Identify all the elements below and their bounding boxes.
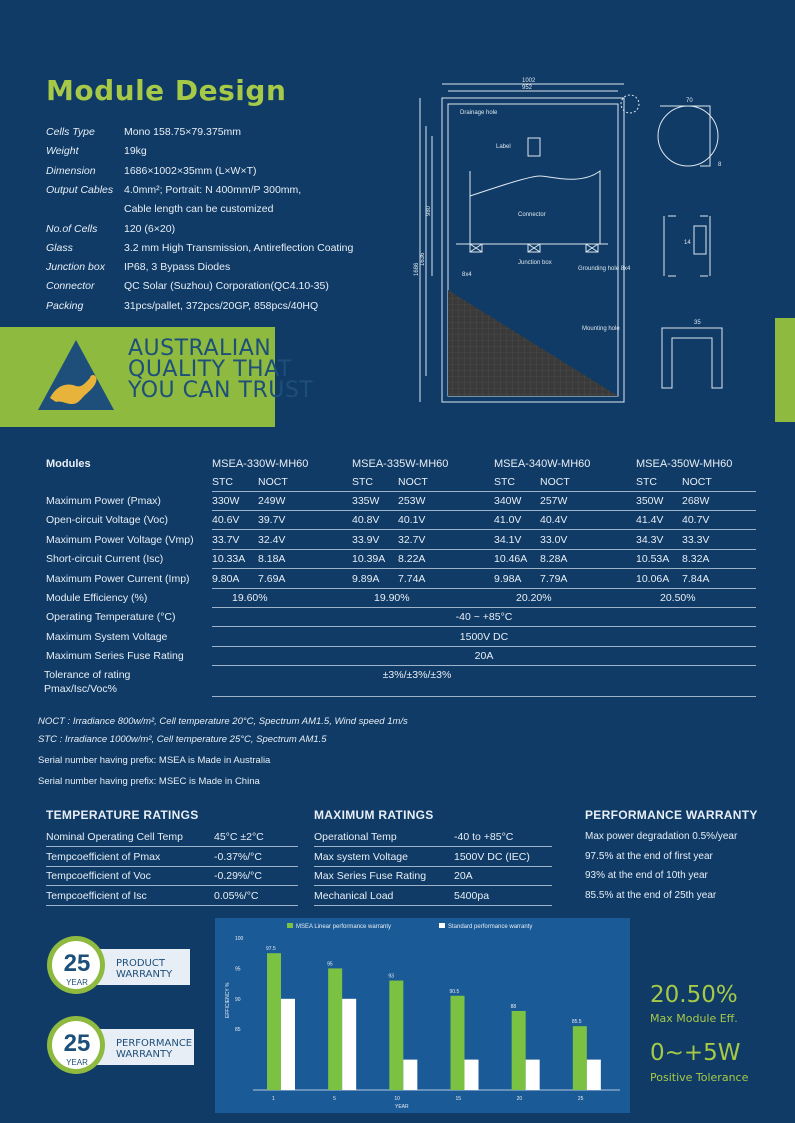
positive-tolerance-value: 0~+5W (650, 1040, 741, 1066)
bar-msea (573, 1026, 587, 1090)
shared-value: 20A (474, 650, 494, 663)
maximum-row (314, 848, 552, 867)
sub-header: NOCT (682, 476, 712, 488)
performance-row: Max power degradation 0.5%/year (585, 831, 738, 842)
spec-key: Packing (46, 299, 84, 312)
cell-value: 32.7V (398, 533, 426, 546)
cell-value: 33.7V (212, 533, 240, 546)
banner-line-1: AUSTRALIAN (128, 336, 272, 361)
cell-value: 350W (636, 495, 664, 507)
sub-header: STC (494, 476, 515, 488)
bar-standard (403, 1060, 417, 1090)
x-tick-label: 20 (516, 1096, 523, 1102)
spec-key: Output Cables (46, 183, 114, 196)
temperature-key: Nominal Operating Cell Temp (46, 831, 183, 843)
cell-value: 33.9V (352, 533, 380, 546)
spec-row (46, 242, 406, 261)
spec-key: Junction box (46, 261, 105, 274)
note-msea: Serial number having prefix: MSEA is Made in Australia (38, 755, 271, 766)
efficiency-value: 19.60% (232, 592, 268, 604)
label-drainage-hole: Drainage hole (460, 110, 498, 116)
badge-2-year: YEAR (66, 1058, 88, 1067)
data-label: 88 (510, 1003, 517, 1010)
cell-value: 7.79A (540, 572, 568, 585)
spec-row (46, 261, 406, 280)
spec-value: IP68, 3 Bypass Diodes (124, 261, 231, 274)
detail-dim-35: 35 (694, 320, 701, 326)
cell-value: 335W (352, 495, 380, 507)
shared-value: 1500V DC (459, 630, 509, 643)
row-label: Module Efficiency (%) (46, 592, 148, 604)
cell-value: 257W (540, 495, 568, 507)
temperature-key: Tempcoefficient of Isc (46, 889, 147, 902)
y-tick-label: 85 (235, 1027, 241, 1034)
tolerance-label-2: Pmax/Isc/Voc% (44, 682, 117, 695)
shared-row (46, 608, 756, 627)
cell-value: 8.22A (398, 553, 426, 566)
shared-value: -40 ~ +85°C (455, 611, 513, 624)
spec-value: QC Solar (Suzhou) Corporation(QC4.10-35) (124, 280, 329, 293)
cell-value: 7.84A (682, 572, 710, 585)
detail-dim-14: 14 (684, 240, 691, 246)
cell-value: 34.3V (636, 533, 664, 546)
banner-text (128, 338, 313, 401)
y-tick-label: 95 (235, 966, 241, 973)
cell-value: 9.80A (212, 572, 240, 585)
legend-swatch (287, 923, 293, 928)
sub-header: STC (636, 476, 657, 488)
max-module-eff-value: 20.50% (650, 982, 738, 1008)
tolerance-row (46, 667, 756, 697)
x-tick-label: 25 (577, 1096, 584, 1102)
model-name: MSEA-330W-MH60 (212, 458, 309, 470)
cell-value: 40.7V (682, 514, 710, 527)
badge-1-line-2: WARRANTY (116, 969, 173, 980)
stc-noct-row (46, 473, 756, 492)
bar-standard (587, 1060, 601, 1090)
maximum-ratings-title: MAXIMUM RATINGS (314, 808, 434, 822)
dim-length-outer: 1686 (414, 262, 420, 276)
spec-key: Connector (46, 280, 95, 293)
temperature-value: -0.37%/°C (214, 850, 262, 863)
table-row (46, 531, 756, 550)
row-divider (314, 905, 552, 906)
maximum-value: 20A (454, 870, 473, 882)
page-title: Module Design (46, 74, 287, 107)
spec-row (46, 126, 406, 145)
data-label: 95 (327, 961, 333, 968)
table-row (46, 550, 756, 569)
detail-dim-8: 8 (718, 162, 722, 168)
cell-value: 10.33A (212, 553, 246, 566)
banner-line-2: QUALITY THAT (128, 357, 292, 382)
x-tick-label: 5 (333, 1096, 336, 1102)
row-label: Maximum Power (Pmax) (46, 495, 161, 507)
table-row (46, 492, 756, 511)
performance-row: 97.5% at the end of first year (585, 850, 713, 862)
cell-value: 249W (258, 495, 286, 507)
table-row (46, 570, 756, 589)
cell-value: 10.06A (636, 572, 670, 585)
performance-row: 85.5% at the end of 25th year (585, 889, 717, 901)
dim-width-inner: 952 (522, 85, 533, 91)
efficiency-value: 20.20% (516, 592, 552, 604)
legend-swatch (439, 923, 445, 928)
label-connector: Connector (518, 212, 546, 218)
maximum-row (314, 828, 552, 847)
cell-value: 40.1V (398, 514, 426, 527)
data-label: 97.5 (266, 946, 276, 953)
spec-key: Glass (46, 241, 73, 254)
spec-row (46, 184, 406, 203)
y-tick-label: 100 (235, 936, 244, 942)
note-stc: STC : Irradiance 1000w/m², Cell temperature 25°C, Spectrum AM1.5 (38, 734, 327, 745)
spec-value: 1686×1002×35mm (L×W×T) (124, 164, 257, 177)
badge-2-number: 25 (63, 1030, 91, 1057)
cell-value: 40.4V (540, 514, 568, 527)
spec-value: 120 (6×20) (124, 222, 176, 235)
detail-dim-70: 70 (686, 98, 693, 104)
cell-value: 32.4V (258, 533, 286, 546)
positive-tolerance-label: Positive Tolerance (650, 1071, 749, 1084)
cell-value: 10.46A (494, 553, 528, 566)
cell-value: 33.0V (540, 533, 568, 546)
model-name: MSEA-350W-MH60 (636, 458, 733, 470)
kangaroo-logo-icon (36, 338, 116, 412)
maximum-row (314, 887, 552, 906)
row-label: Maximum Power Current (Imp) (46, 572, 190, 585)
maximum-value: 5400pa (454, 889, 490, 902)
cell-value: 41.4V (636, 514, 664, 527)
table-row (46, 511, 756, 530)
maximum-key: Max Series Fuse Rating (314, 870, 427, 882)
label-grounding-hole: Grounding hole 8x4 (578, 266, 631, 272)
spec-value: Cable length can be customized (124, 203, 274, 216)
sub-header: STC (212, 476, 233, 488)
performance-row: 93% at the end of 10th year (585, 870, 708, 881)
badge-1-text (116, 958, 172, 980)
spec-value: 4.0mm²; Portrait: N 400mm/P 300mm, (124, 183, 302, 196)
bar-msea (451, 996, 465, 1090)
max-module-eff-label: Max Module Eff. (650, 1012, 738, 1025)
cell-value: 40.6V (212, 514, 240, 527)
performance-warranty-title: PERFORMANCE WARRANTY (585, 808, 758, 822)
spec-value: 3.2 mm High Transmission, Antireflection Coating (124, 241, 354, 254)
row-label: Maximum Power Voltage (Vmp) (46, 533, 194, 546)
badge-1-year: YEAR (66, 978, 88, 987)
maximum-key: Mechanical Load (314, 889, 394, 902)
temperature-ratings-title: TEMPERATURE RATINGS (46, 808, 199, 822)
label-junction-box: Junction box (518, 260, 552, 266)
row-label: Maximum Series Fuse Rating (46, 650, 184, 663)
spec-row (46, 223, 406, 242)
row-label: Short-circuit Current (Isc) (46, 553, 164, 566)
spec-value: 31pcs/pallet, 372pcs/20GP, 858pcs/40HQ (124, 299, 319, 312)
row-divider (46, 905, 298, 906)
spec-key (46, 203, 124, 222)
dim-width-outer: 1002 (522, 78, 536, 84)
maximum-value: 1500V DC (IEC) (454, 850, 530, 863)
cell-value: 330W (212, 495, 240, 507)
spec-row (46, 203, 406, 222)
shared-row (46, 628, 756, 647)
modules-label: Modules (46, 458, 91, 470)
temperature-value: 45°C ±2°C (214, 831, 264, 843)
temperature-value: -0.29%/°C (214, 870, 262, 882)
label-hole-size: 8x4 (462, 272, 472, 278)
bar-msea (389, 981, 403, 1090)
spec-row (46, 145, 406, 164)
x-axis-label: YEAR (395, 1104, 409, 1110)
spec-key: No.of Cells (46, 222, 98, 235)
badge-2-line-1: PERFORMANCE (116, 1038, 193, 1049)
temperature-row (46, 867, 298, 886)
row-label: Operating Temperature (°C) (46, 611, 176, 624)
bar-msea (267, 953, 281, 1090)
bar-standard (465, 1060, 479, 1090)
bar-msea (328, 968, 342, 1090)
temperature-row (46, 828, 298, 847)
badge-2-text (116, 1038, 192, 1060)
cell-value: 9.89A (352, 572, 380, 585)
spec-value: Mono 158.75×79.375mm (124, 126, 242, 138)
data-label: 85.5 (571, 1019, 582, 1026)
cell-value: 8.28A (540, 553, 568, 566)
sub-header: NOCT (398, 476, 428, 488)
row-divider (212, 696, 756, 697)
dim-length-inner: 1636 (420, 252, 426, 266)
y-axis-label: EFFICIENCY % (225, 982, 231, 1018)
tolerance-label-1: Tolerance of rating (44, 668, 131, 681)
efficiency-row (46, 589, 756, 608)
sub-header: NOCT (258, 476, 288, 488)
data-label: 90.5 (449, 988, 460, 995)
maximum-row (314, 867, 552, 886)
badge-2-line-2: WARRANTY (116, 1049, 173, 1060)
shared-row (46, 647, 756, 666)
maximum-value: -40 to +85°C (454, 831, 514, 843)
side-accent-bar (775, 318, 795, 422)
legend-entry: MSEA Linear performance warranty (296, 924, 392, 930)
model-name: MSEA-340W-MH60 (494, 458, 591, 470)
cell-value: 10.53A (636, 553, 670, 566)
module-drawing (410, 76, 775, 411)
spec-row (46, 280, 406, 299)
model-name: MSEA-335W-MH60 (352, 458, 449, 470)
tolerance-value: ±3%/±3%/±3% (382, 668, 452, 681)
maximum-key: Max system Voltage (314, 850, 408, 863)
badge-1-number: 25 (63, 950, 91, 977)
note-noct: NOCT : Irradiance 800w/m², Cell temperature 20°C, Spectrum AM1.5, Wind speed 1m/s (38, 716, 408, 727)
maximum-key: Operational Temp (314, 831, 397, 843)
cell-value: 7.69A (258, 572, 286, 585)
cell-value: 33.3V (682, 533, 710, 546)
spec-value: 19kg (124, 145, 147, 158)
bar-standard (342, 999, 356, 1090)
temperature-key: Tempcoefficient of Pmax (46, 850, 161, 863)
row-label: Open-circuit Voltage (Voc) (46, 514, 168, 527)
banner-line-3: YOU CAN TRUST (128, 378, 314, 403)
x-tick-label: 15 (455, 1096, 462, 1102)
label-mounting-hole: Mounting hole (582, 326, 620, 332)
cell-value: 340W (494, 495, 522, 507)
cell-value: 10.39A (352, 553, 386, 566)
temperature-key: Tempcoefficient of Voc (46, 870, 151, 882)
note-msec: Serial number having prefix: MSEC is Made in China (38, 776, 260, 787)
cell-value: 41.0V (494, 514, 522, 527)
bar-standard (526, 1060, 540, 1090)
spec-row (46, 165, 406, 184)
x-tick-label: 10 (394, 1096, 400, 1102)
bar-msea (512, 1011, 526, 1090)
temperature-row (46, 848, 298, 867)
cell-value: 253W (398, 495, 426, 507)
spec-row (46, 300, 406, 319)
badge-1-line-1: PRODUCT (116, 958, 165, 969)
bar-standard (281, 999, 295, 1090)
x-tick-label: 1 (272, 1096, 275, 1102)
cell-value: 40.8V (352, 514, 380, 527)
y-tick-label: 90 (235, 996, 241, 1003)
dim-mount-spacing: 980 (426, 205, 432, 216)
spec-key: Cells Type (46, 126, 95, 138)
cell-value: 39.7V (258, 514, 286, 527)
sub-header: STC (352, 476, 373, 488)
efficiency-value: 20.50% (660, 592, 696, 604)
row-label: Maximum System Voltage (46, 630, 168, 643)
data-label: 93 (388, 973, 394, 980)
cell-value: 9.98A (494, 572, 522, 585)
cell-value: 268W (682, 495, 710, 507)
cell-value: 34.1V (494, 533, 522, 546)
sub-header: NOCT (540, 476, 570, 488)
spec-key: Weight (46, 145, 79, 158)
cell-value: 8.18A (258, 553, 286, 566)
cell-value: 8.32A (682, 553, 710, 566)
spec-key: Dimension (46, 164, 96, 177)
legend-entry: Standard performance warranty (448, 924, 533, 930)
temperature-row (46, 887, 298, 906)
label-label: Label (496, 144, 511, 150)
cell-value: 7.74A (398, 572, 426, 585)
efficiency-value: 19.90% (374, 592, 410, 604)
temperature-value: 0.05%/°C (214, 889, 259, 902)
warranty-chart (215, 918, 630, 1113)
